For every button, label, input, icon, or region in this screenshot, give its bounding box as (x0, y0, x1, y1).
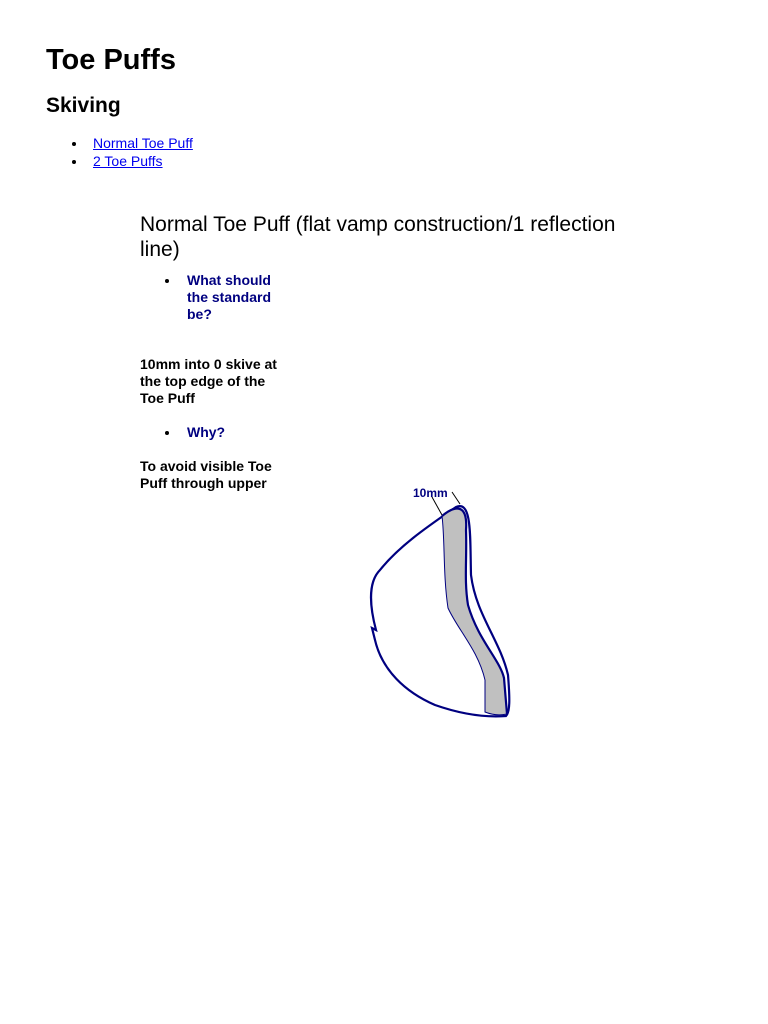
table-of-contents (93, 135, 193, 170)
measure-label: 10mm (413, 486, 448, 500)
toc-link-2-toe-puffs[interactable]: 2 Toe Puffs (93, 152, 163, 169)
toc-item-normal-toe-puff (93, 135, 193, 153)
toe-puff-diagram (360, 480, 530, 725)
content-heading: Normal Toe Puff (flat vamp construction/1 reflection line) (140, 213, 616, 261)
answer-standard: 10mm into 0 skive at the top edge of the Toe Puff (140, 356, 277, 406)
question-standard: What should the standard be? (187, 272, 287, 323)
toc-link-normal-toe-puff[interactable]: Normal Toe Puff (93, 135, 193, 151)
toc-item-2-toe-puffs (93, 153, 193, 171)
section-title: Skiving (46, 94, 121, 117)
answer-why: To avoid visible Toe Puff through upper (140, 458, 272, 491)
measure-leader-right (452, 492, 460, 504)
page-title: Toe Puffs (46, 44, 176, 76)
question-why: Why? (187, 424, 287, 441)
